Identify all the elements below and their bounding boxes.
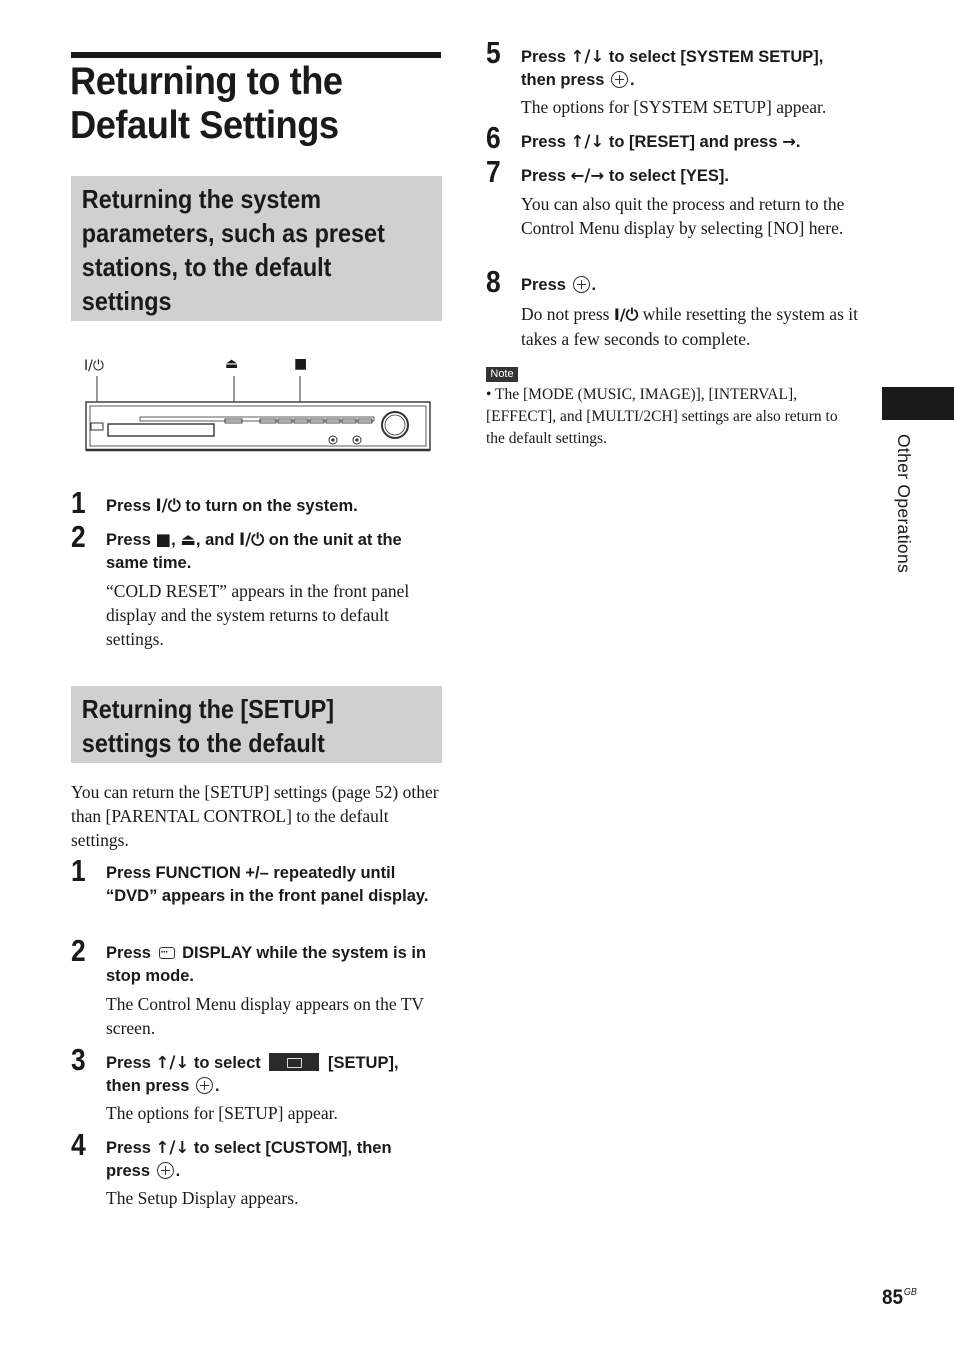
eject-label: ⏏	[225, 356, 239, 372]
enter-icon	[157, 1162, 174, 1179]
step-result: You can also quit the process and return to the Control Menu display by selecting [NO] here.	[521, 194, 845, 238]
up-down-arrow-icon: ↑/↓	[155, 1053, 190, 1072]
stop-label: ■	[294, 356, 308, 372]
step-instruction: Press ■, ⏏, and I/⏻ on the unit at the same time.	[106, 530, 402, 572]
unit-front-panel-diagram	[84, 356, 434, 456]
step-number: 4	[71, 1127, 86, 1162]
step-number: 2	[71, 519, 86, 554]
title-rule	[71, 52, 441, 58]
step-result: The options for [SETUP] appear.	[106, 1103, 338, 1123]
step-result: The Control Menu display appears on the TV screen.	[106, 994, 424, 1038]
power-icon: I/⏻	[239, 530, 265, 549]
enter-icon	[611, 71, 628, 88]
section-heading-box-system	[71, 176, 442, 321]
setup-toolbox-icon	[269, 1053, 319, 1071]
eject-icon: ⏏	[180, 530, 196, 549]
section-intro: You can return the [SETUP] settings (page 52) other than [PARENTAL CONTROL] to the default settings.	[71, 782, 439, 850]
section-heading-setup: Returning the [SETUP] settings to the default	[81, 694, 334, 758]
step-number: 6	[486, 120, 501, 155]
step-instruction: Press ↑/↓ to [RESET] and press →.	[521, 132, 801, 151]
step-instruction: Press ↑/↓ to select [SETUP], then press .	[106, 1053, 399, 1095]
step-result: “COLD RESET” appears in the front panel display and the system returns to default settings.	[106, 581, 410, 649]
step-number: 7	[486, 154, 501, 189]
display-icon	[159, 947, 175, 959]
step-number: 1	[71, 853, 86, 888]
chapter-tab-marker	[882, 387, 954, 420]
enter-icon	[573, 276, 590, 293]
page-number: $85^{GB}$	[882, 1286, 917, 1309]
section-heading-system: Returning the system parameters, such as preset stations, to the default settings	[81, 184, 385, 316]
step-result: The Setup Display appears.	[106, 1188, 299, 1208]
up-down-arrow-icon: ↑/↓	[155, 1138, 190, 1157]
unit-drawing	[84, 356, 434, 456]
enter-icon	[196, 1077, 213, 1094]
step-number: 1	[71, 485, 86, 520]
step-instruction: Press ↑/↓ to select [CUSTOM], then press .	[106, 1138, 392, 1180]
step-number: 8	[486, 264, 501, 299]
power-label: I/⏻	[84, 358, 104, 374]
section-heading-box-setup	[71, 686, 442, 763]
step-number: 5	[486, 35, 501, 70]
note-text: • The [MODE (MUSIC, IMAGE)], [INTERVAL], [EFFECT], and [MULTI/2CH] settings are also return to the default settings.	[486, 386, 838, 447]
page-title: Returning to the Default Settings	[70, 60, 343, 147]
step-instruction: Press ↑/↓ to select [SYSTEM SETUP], then press .	[521, 47, 824, 89]
step-instruction: Press ··· DISPLAY while the system is in stop mode.	[106, 942, 446, 988]
step-result: The options for [SYSTEM SETUP] appear.	[521, 97, 827, 117]
power-icon: I/⏻	[613, 305, 639, 324]
up-down-arrow-icon: ↑/↓	[570, 132, 605, 151]
note-badge: Note	[486, 367, 518, 382]
stop-icon: ■	[155, 530, 172, 549]
left-right-arrow-icon: ←/→	[570, 166, 605, 185]
chapter-tab-label: Other Operations	[894, 434, 914, 574]
step-instruction: Press ←/→ to select [YES].	[521, 166, 729, 185]
step-number: 3	[71, 1042, 86, 1077]
step-instruction: Press I/⏻ to turn on the system.	[106, 496, 358, 515]
step-instruction: Press FUNCTION +/– repeatedly until “DVD” appears in the front panel display.	[106, 864, 429, 905]
step-instruction: Press .	[521, 276, 597, 294]
right-arrow-icon: →	[782, 132, 796, 151]
step-number: 2	[71, 933, 86, 968]
power-icon: I/⏻	[155, 496, 181, 515]
up-down-arrow-icon: ↑/↓	[570, 47, 605, 66]
step-result: Do not press I/⏻ while resetting the system as it takes a few seconds to complete.	[521, 304, 858, 349]
